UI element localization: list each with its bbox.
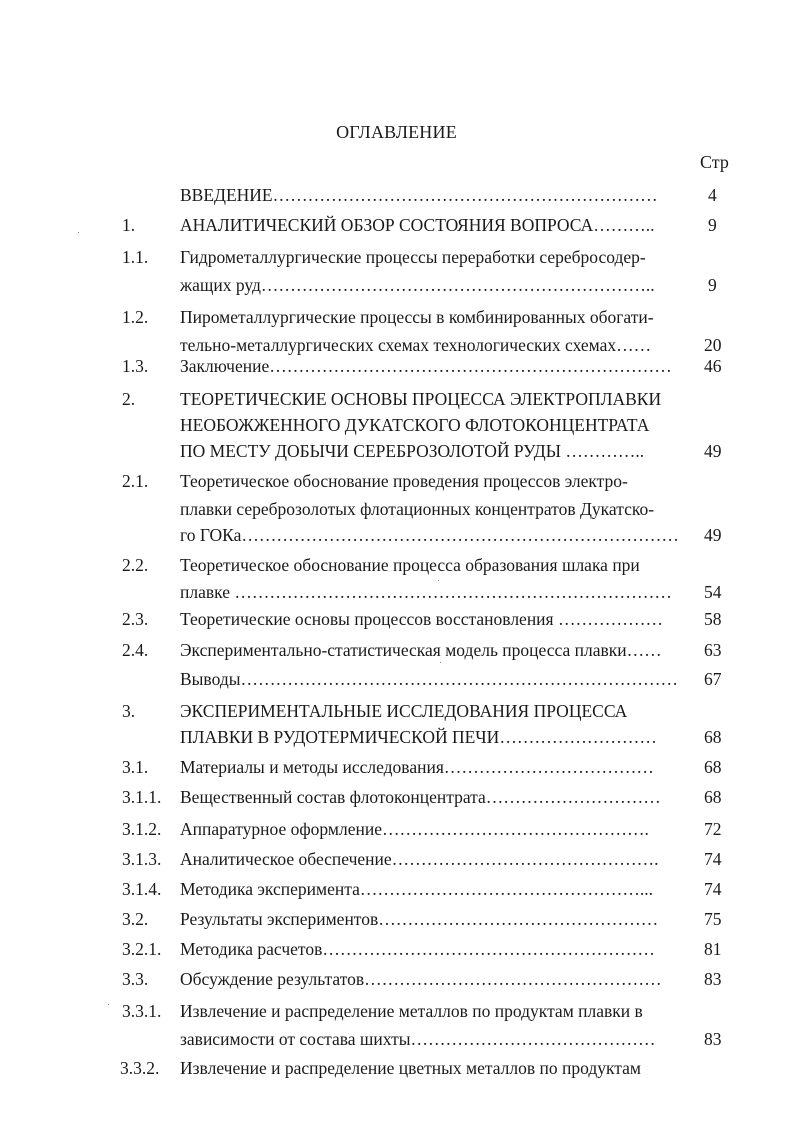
toc-entry [0, 211, 793, 239]
toc-entry [0, 697, 793, 725]
toc-entry-page: 68 [704, 787, 722, 807]
page-title: ОГЛАВЛЕНИЕ [336, 122, 457, 142]
toc-entry [0, 1025, 793, 1053]
scan-speck [438, 580, 439, 581]
toc-entry-page: 20 [704, 335, 722, 355]
toc-entry [0, 437, 793, 465]
toc-entry-title: ВВЕДЕНИЕ………………………………………………………… [180, 185, 658, 205]
toc-entry-number: 3. [122, 701, 136, 721]
toc-entry-number: 2.3. [122, 609, 149, 629]
toc-entry [0, 1054, 793, 1082]
toc-entry-title: Гидрометаллургические процессы переработки серебросодер- [180, 247, 646, 267]
toc-entry-page: 9 [708, 215, 717, 235]
toc-entry [0, 578, 793, 606]
toc-entry-title: Теоретические основы процессов восстановления ……………… [180, 609, 663, 629]
toc-entry-number: 1.1. [122, 247, 149, 267]
toc-entry-number: 3.1.1. [122, 787, 162, 807]
toc-entry-page: 54 [704, 582, 722, 602]
toc-entry-number: 2.1. [122, 471, 149, 491]
toc-entry-title: жащих руд………………………………………………………….. [180, 275, 655, 295]
toc-entry-page: 68 [704, 757, 722, 777]
toc-entry-number: 3.2.1. [122, 939, 162, 959]
toc-entry-page: 74 [704, 849, 722, 869]
toc-entry-title: Заключение…………………………………………………………… [180, 356, 672, 376]
toc-entry-title: плавке ………………………………………………………………… [180, 582, 672, 602]
toc-entry [0, 521, 793, 549]
toc-entry-page: 46 [704, 356, 722, 376]
toc-entry-title: Результаты экспериментов………………………………………… [180, 909, 659, 929]
toc-entry-number: 1.3. [122, 356, 149, 376]
toc-entry-title: Теоретическое обоснование проведения процессов электро- [180, 471, 628, 491]
scan-speck [108, 1004, 109, 1005]
toc-entry [0, 411, 793, 439]
toc-entry [0, 181, 793, 209]
toc-entry-number: 3.1.4. [122, 879, 162, 899]
toc-entry-page: 83 [704, 1029, 722, 1049]
toc-entry-page: 58 [704, 609, 722, 629]
toc-entry-title: Экспериментально-статистическая модель процесса плавки…… [180, 640, 662, 660]
toc-entry [0, 303, 793, 331]
toc-entry [0, 997, 793, 1025]
toc-entry-number: 3.2. [122, 909, 149, 929]
toc-entry-number: 2. [122, 389, 136, 409]
toc-entry-title: Материалы и методы исследования……………………………… [180, 757, 654, 777]
toc-entry-number: 1. [122, 215, 136, 235]
toc-entry-number: 3.1.2. [122, 819, 162, 839]
toc-entry-page: 67 [704, 669, 722, 689]
toc-entry [0, 385, 793, 413]
toc-entry [0, 815, 793, 843]
toc-entry-title: Аналитическое обеспечение………………………………………. [180, 849, 659, 869]
toc-entry [0, 905, 793, 933]
toc-entry-page: 63 [704, 640, 722, 660]
toc-entry [0, 467, 793, 495]
scan-speck [440, 662, 441, 663]
toc-entry [0, 875, 793, 903]
toc-entry-title: Извлечение и распределение цветных металлов по продуктам [180, 1058, 641, 1078]
toc-entry [0, 636, 793, 664]
toc-entry [0, 495, 793, 523]
toc-entry-title: зависимости от состава шихты…………………………………… [180, 1029, 656, 1049]
toc-entry-title: Методика расчетов………………………………………………… [180, 939, 655, 959]
toc-entry-page: 4 [708, 185, 717, 205]
toc-entry-page: 49 [704, 441, 722, 461]
toc-entry [0, 783, 793, 811]
toc-entry-number: 2.4. [122, 640, 149, 660]
toc-entry [0, 723, 793, 751]
toc-entry [0, 753, 793, 781]
toc-entry-title: ЭКСПЕРИМЕНТАЛЬНЫЕ ИССЛЕДОВАНИЯ ПРОЦЕССА [180, 701, 628, 721]
toc-entry-page: 83 [704, 969, 722, 989]
toc-entry-title: тельно-металлургических схемах технологических схемах…… [180, 335, 652, 355]
toc-entry [0, 551, 793, 579]
toc-entry-title: Методика эксперимента…………………………………………... [180, 879, 653, 899]
toc-entry [0, 243, 793, 271]
toc-entry [0, 352, 793, 380]
toc-entry [0, 665, 793, 693]
toc-entry-page: 75 [704, 909, 722, 929]
toc-entry-page: 49 [704, 525, 722, 545]
scan-speck [78, 232, 79, 233]
toc-entry [0, 965, 793, 993]
toc-entry-number: 3.3.2. [120, 1058, 160, 1078]
toc-entry-page: 9 [708, 275, 717, 295]
toc-entry-title: Извлечение и распределение металлов по продуктам плавки в [180, 1001, 643, 1021]
toc-entry-number: 1.2. [122, 307, 149, 327]
toc-entry-title: Обсуждение результатов…………………………………………… [180, 969, 662, 989]
toc-entry-title: НЕОБОЖЖЕННОГО ДУКАТСКОГО ФЛОТОКОНЦЕНТРАТА [180, 415, 650, 435]
toc-entry-page: 72 [704, 819, 722, 839]
toc-entry-number: 3.3.1. [122, 1001, 162, 1021]
toc-entry-number: 3.1.3. [122, 849, 162, 869]
toc-entry-number: 3.1. [122, 757, 149, 777]
toc-entry-title: Теоретическое обоснование процесса образования шлака при [180, 555, 640, 575]
toc-entry-title: ПЛАВКИ В РУДОТЕРМИЧЕСКОЙ ПЕЧИ……………………… [180, 727, 657, 747]
toc-entry-page: 74 [704, 879, 722, 899]
toc-entry-title: АНАЛИТИЧЕСКИЙ ОБЗОР СОСТОЯНИЯ ВОПРОСА……….. [180, 215, 655, 235]
toc-entry-number: 2.2. [122, 555, 149, 575]
toc-entry-title: плавки сереброзолотых флотационных концентратов Дукатско- [180, 499, 655, 519]
toc-entry [0, 605, 793, 633]
page-column-header: Стр [700, 152, 729, 172]
toc-entry-title: го ГОКа………………………………………………………………… [180, 525, 679, 545]
toc-entry-title: ПО МЕСТУ ДОБЫЧИ СЕРЕБРОЗОЛОТОЙ РУДЫ ………….. [180, 441, 645, 461]
toc-entry [0, 935, 793, 963]
toc-entry-title: Выводы………………………………………………………………… [180, 669, 678, 689]
toc-entry [0, 271, 793, 299]
toc-entry-page: 81 [704, 939, 722, 959]
toc-entry-page: 68 [704, 727, 722, 747]
toc-entry-title: Вещественный состав флотоконцентрата………………………… [180, 787, 661, 807]
toc-entry-title: ТЕОРЕТИЧЕСКИЕ ОСНОВЫ ПРОЦЕССА ЭЛЕКТРОПЛАВКИ [180, 389, 662, 409]
toc-entry-number: 3.3. [122, 969, 149, 989]
toc-entry-title: Пирометаллургические процессы в комбинированных обогати- [180, 307, 654, 327]
toc-entry [0, 845, 793, 873]
toc-entry-title: Аппаратурное оформление………………………………………. [180, 819, 649, 839]
